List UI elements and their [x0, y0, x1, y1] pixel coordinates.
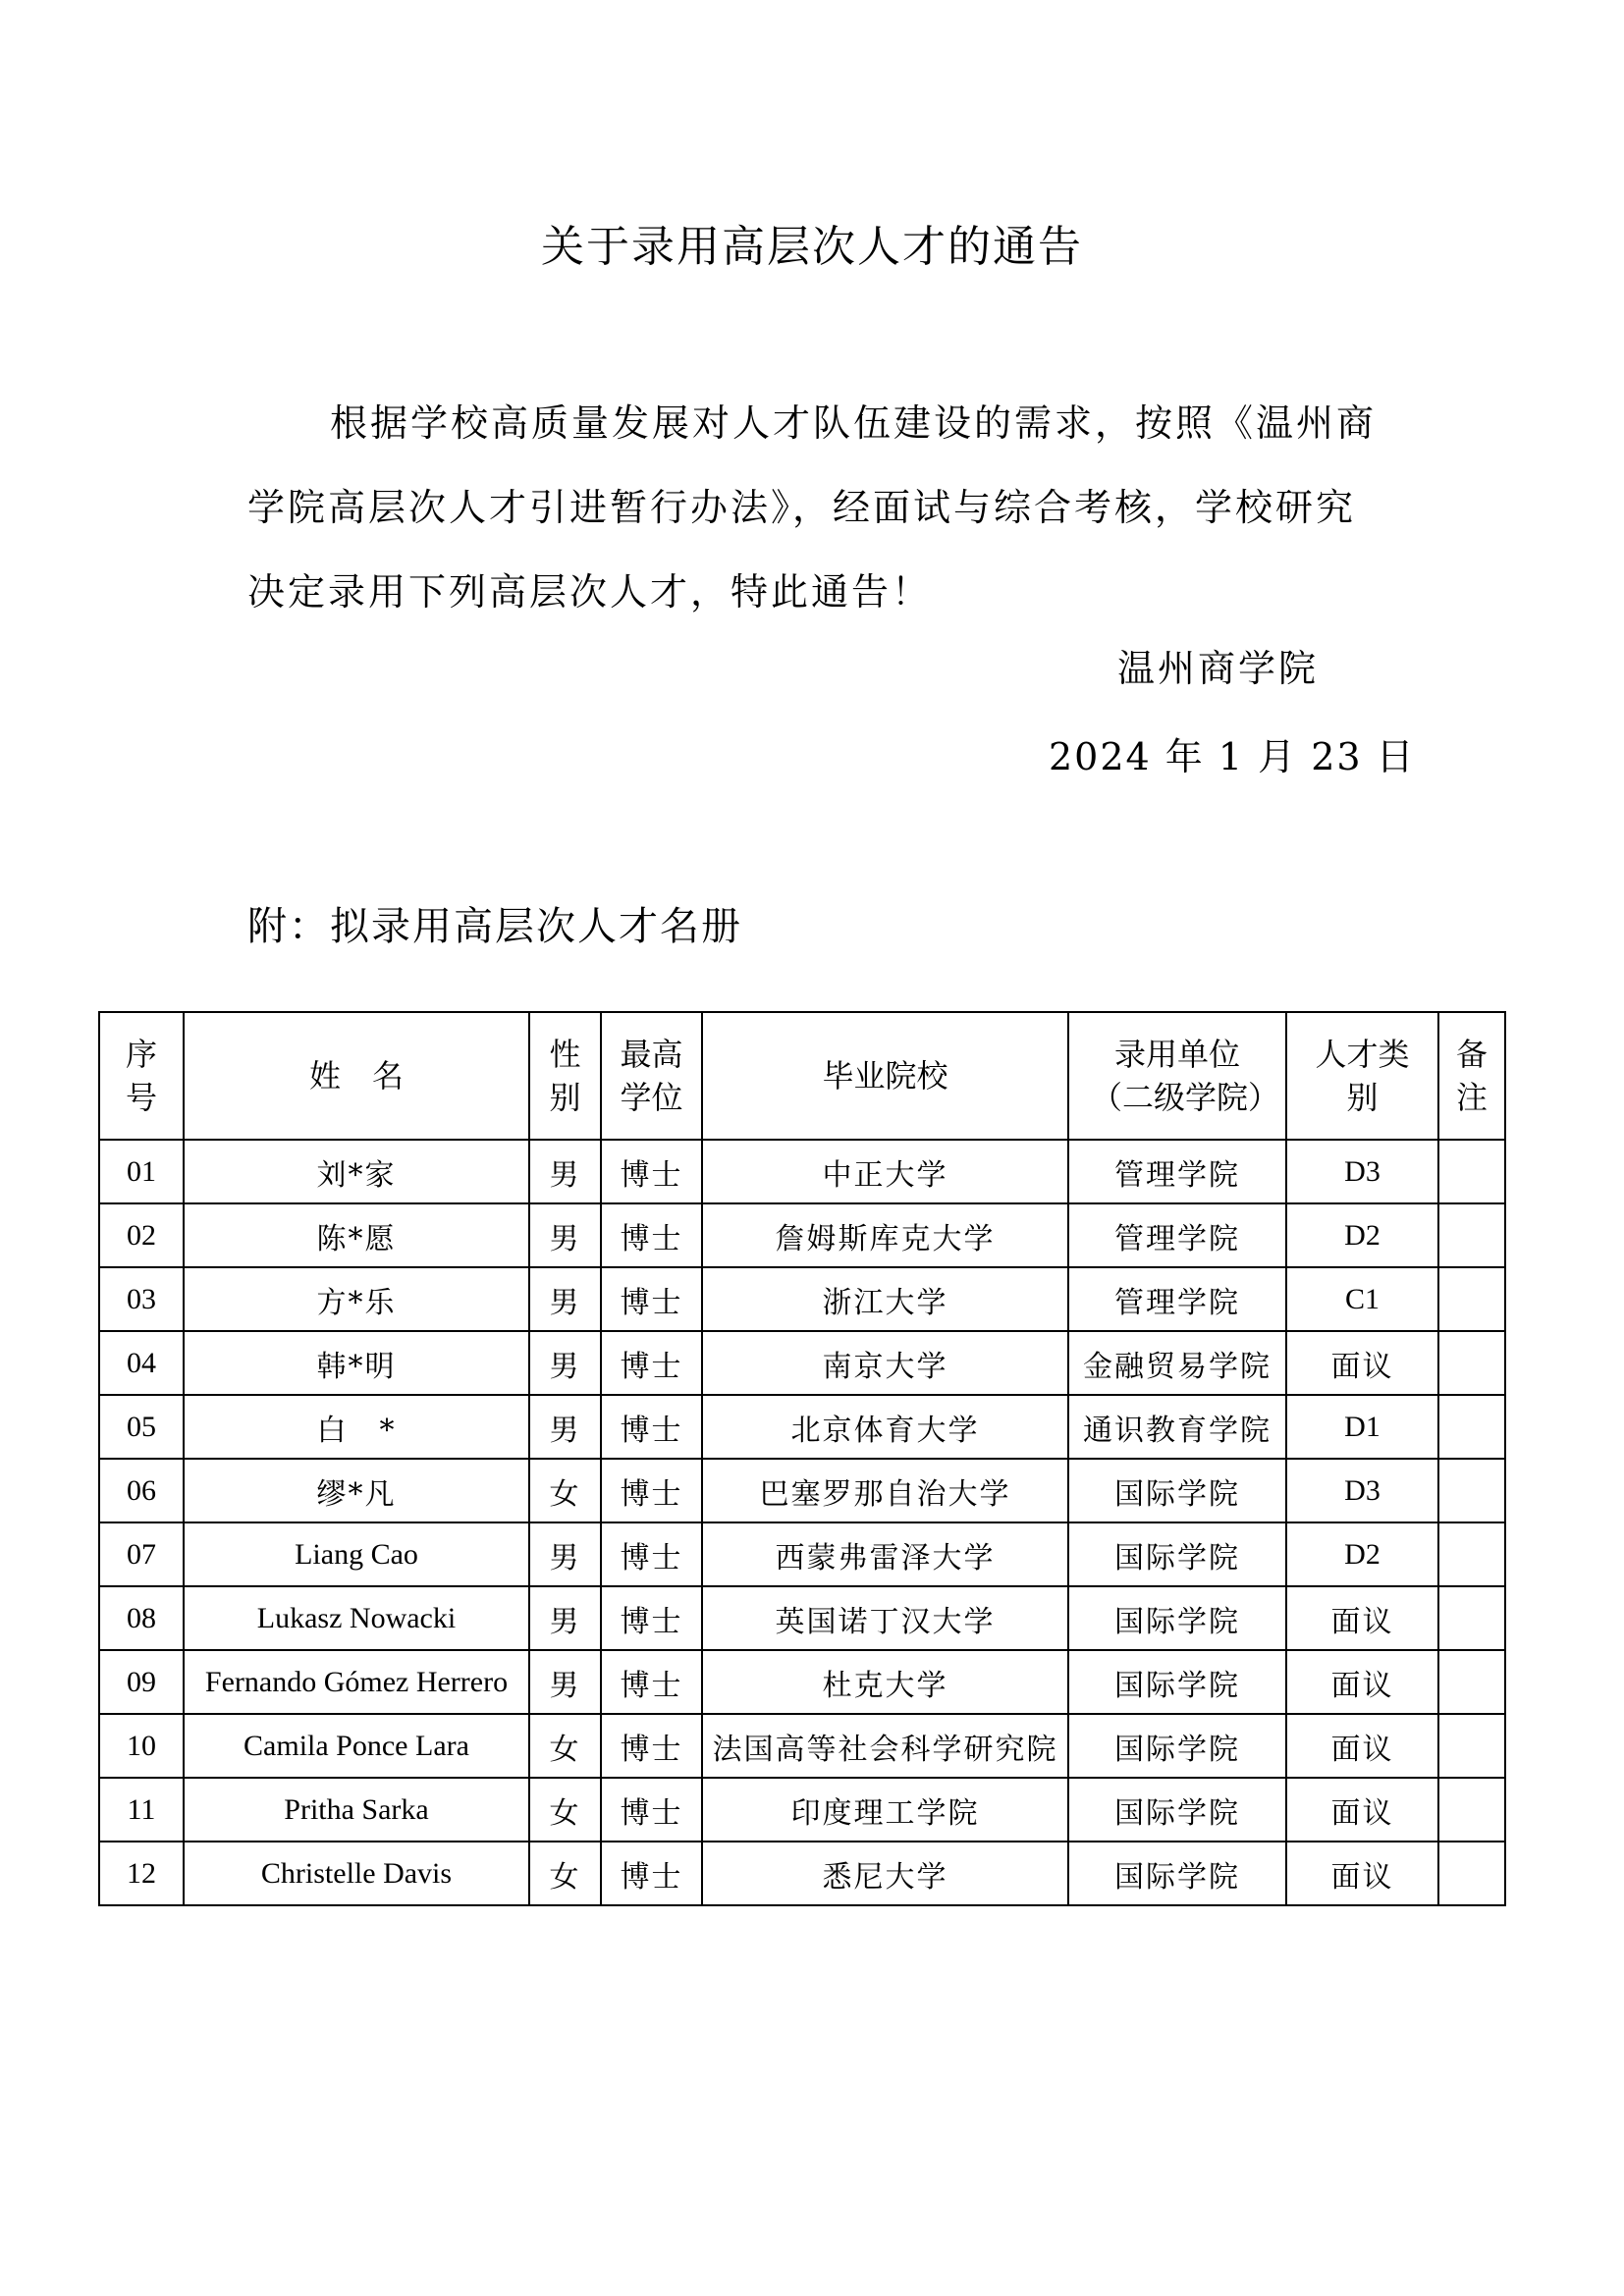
cell-category: D2 [1286, 1203, 1438, 1267]
table-row [99, 1714, 1505, 1778]
cell-school: 法国高等社会科学研究院 [702, 1714, 1068, 1778]
cell-serial: 11 [99, 1778, 184, 1842]
cell-name: Pritha Sarka [184, 1778, 529, 1842]
cell-gender: 女 [529, 1842, 601, 1905]
cell-remark [1438, 1395, 1505, 1459]
cell-gender: 女 [529, 1459, 601, 1522]
cell-remark [1438, 1778, 1505, 1842]
cell-category: 面议 [1286, 1650, 1438, 1714]
cell-degree: 博士 [601, 1140, 702, 1203]
cell-name: 白 * [184, 1395, 529, 1459]
cell-degree: 博士 [601, 1842, 702, 1905]
notice-date: 2024 年 1 月 23 日 [1049, 735, 1416, 778]
cell-unit: 通识教育学院 [1068, 1395, 1286, 1459]
cell-gender: 男 [529, 1650, 601, 1714]
cell-serial: 08 [99, 1586, 184, 1650]
cell-name: 陈*愿 [184, 1203, 529, 1267]
header-category: 人才类别 [1286, 1012, 1438, 1140]
cell-remark [1438, 1331, 1505, 1395]
cell-name: Fernando Gómez Herrero [184, 1650, 529, 1714]
cell-category: 面议 [1286, 1714, 1438, 1778]
cell-degree: 博士 [601, 1395, 702, 1459]
cell-degree: 博士 [601, 1522, 702, 1586]
cell-gender: 男 [529, 1203, 601, 1267]
cell-school: 浙江大学 [702, 1267, 1068, 1331]
cell-serial: 09 [99, 1650, 184, 1714]
cell-unit: 国际学院 [1068, 1650, 1286, 1714]
cell-degree: 博士 [601, 1331, 702, 1395]
cell-category: C1 [1286, 1267, 1438, 1331]
cell-serial: 07 [99, 1522, 184, 1586]
cell-remark [1438, 1140, 1505, 1203]
table-row [99, 1140, 1505, 1203]
cell-unit: 金融贸易学院 [1068, 1331, 1286, 1395]
header-degree: 最高学位 [601, 1012, 702, 1140]
cell-serial: 05 [99, 1395, 184, 1459]
cell-name: 刘*家 [184, 1140, 529, 1203]
cell-remark [1438, 1522, 1505, 1586]
cell-name: Liang Cao [184, 1522, 529, 1586]
cell-category: D2 [1286, 1522, 1438, 1586]
cell-gender: 男 [529, 1331, 601, 1395]
cell-serial: 03 [99, 1267, 184, 1331]
cell-school: 英国诺丁汉大学 [702, 1586, 1068, 1650]
signatory: 温州商学院 [1117, 647, 1320, 690]
cell-remark [1438, 1842, 1505, 1905]
cell-name: 韩*明 [184, 1331, 529, 1395]
cell-remark [1438, 1267, 1505, 1331]
cell-unit: 国际学院 [1068, 1459, 1286, 1522]
header-name: 姓 名 [184, 1012, 529, 1140]
cell-serial: 01 [99, 1140, 184, 1203]
cell-school: 悉尼大学 [702, 1842, 1068, 1905]
header-unit: 录用单位（二级学院） [1068, 1012, 1286, 1140]
cell-category: 面议 [1286, 1331, 1438, 1395]
cell-name: Christelle Davis [184, 1842, 529, 1905]
cell-remark [1438, 1203, 1505, 1267]
cell-category: D3 [1286, 1459, 1438, 1522]
cell-serial: 04 [99, 1331, 184, 1395]
cell-degree: 博士 [601, 1714, 702, 1778]
header-school: 毕业院校 [702, 1012, 1068, 1140]
cell-degree: 博士 [601, 1459, 702, 1522]
cell-serial: 06 [99, 1459, 184, 1522]
cell-school: 詹姆斯库克大学 [702, 1203, 1068, 1267]
table-row [99, 1459, 1505, 1522]
cell-school: 巴塞罗那自治大学 [702, 1459, 1068, 1522]
cell-school: 中正大学 [702, 1140, 1068, 1203]
cell-serial: 10 [99, 1714, 184, 1778]
cell-unit: 管理学院 [1068, 1203, 1286, 1267]
cell-unit: 管理学院 [1068, 1140, 1286, 1203]
cell-degree: 博士 [601, 1650, 702, 1714]
header-serial: 序号 [99, 1012, 184, 1140]
table-row [99, 1842, 1505, 1905]
cell-gender: 男 [529, 1522, 601, 1586]
cell-category: 面议 [1286, 1586, 1438, 1650]
cell-unit: 国际学院 [1068, 1778, 1286, 1842]
cell-name: Camila Ponce Lara [184, 1714, 529, 1778]
talent-roster-table [98, 1011, 1506, 1906]
cell-name: 缪*凡 [184, 1459, 529, 1522]
cell-school: 北京体育大学 [702, 1395, 1068, 1459]
cell-gender: 女 [529, 1778, 601, 1842]
cell-unit: 国际学院 [1068, 1714, 1286, 1778]
cell-degree: 博士 [601, 1203, 702, 1267]
header-gender: 性别 [529, 1012, 601, 1140]
cell-category: D3 [1286, 1140, 1438, 1203]
table-row [99, 1650, 1505, 1714]
cell-remark [1438, 1586, 1505, 1650]
table-header-row [99, 1012, 1505, 1140]
notice-body: 根据学校高质量发展对人才队伍建设的需求，按照《温州商学院高层次人才引进暂行办法》，经面试与综合考核，学校研究决定录用下列高层次人才，特此通告！ [247, 401, 1378, 614]
cell-school: 西蒙弗雷泽大学 [702, 1522, 1068, 1586]
appendix-label: 附：拟录用高层次人才名册 [247, 904, 742, 949]
cell-serial: 12 [99, 1842, 184, 1905]
cell-gender: 男 [529, 1395, 601, 1459]
cell-unit: 国际学院 [1068, 1522, 1286, 1586]
notice-title: 关于录用高层次人才的通告 [541, 222, 1083, 272]
cell-degree: 博士 [601, 1267, 702, 1331]
cell-serial: 02 [99, 1203, 184, 1267]
cell-unit: 国际学院 [1068, 1842, 1286, 1905]
table-row [99, 1586, 1505, 1650]
table-row [99, 1331, 1505, 1395]
table-row [99, 1395, 1505, 1459]
cell-degree: 博士 [601, 1778, 702, 1842]
table-row [99, 1267, 1505, 1331]
cell-unit: 管理学院 [1068, 1267, 1286, 1331]
cell-school: 印度理工学院 [702, 1778, 1068, 1842]
table-row [99, 1778, 1505, 1842]
cell-name: 方*乐 [184, 1267, 529, 1331]
cell-category: 面议 [1286, 1842, 1438, 1905]
cell-gender: 男 [529, 1140, 601, 1203]
cell-remark [1438, 1714, 1505, 1778]
cell-degree: 博士 [601, 1586, 702, 1650]
cell-school: 南京大学 [702, 1331, 1068, 1395]
cell-category: 面议 [1286, 1778, 1438, 1842]
cell-gender: 男 [529, 1586, 601, 1650]
cell-gender: 女 [529, 1714, 601, 1778]
header-remark: 备注 [1438, 1012, 1505, 1140]
cell-remark [1438, 1650, 1505, 1714]
cell-school: 杜克大学 [702, 1650, 1068, 1714]
cell-gender: 男 [529, 1267, 601, 1331]
table-row [99, 1203, 1505, 1267]
cell-category: D1 [1286, 1395, 1438, 1459]
cell-unit: 国际学院 [1068, 1586, 1286, 1650]
cell-remark [1438, 1459, 1505, 1522]
cell-name: Lukasz Nowacki [184, 1586, 529, 1650]
table-row [99, 1522, 1505, 1586]
table-body [99, 1140, 1505, 1905]
